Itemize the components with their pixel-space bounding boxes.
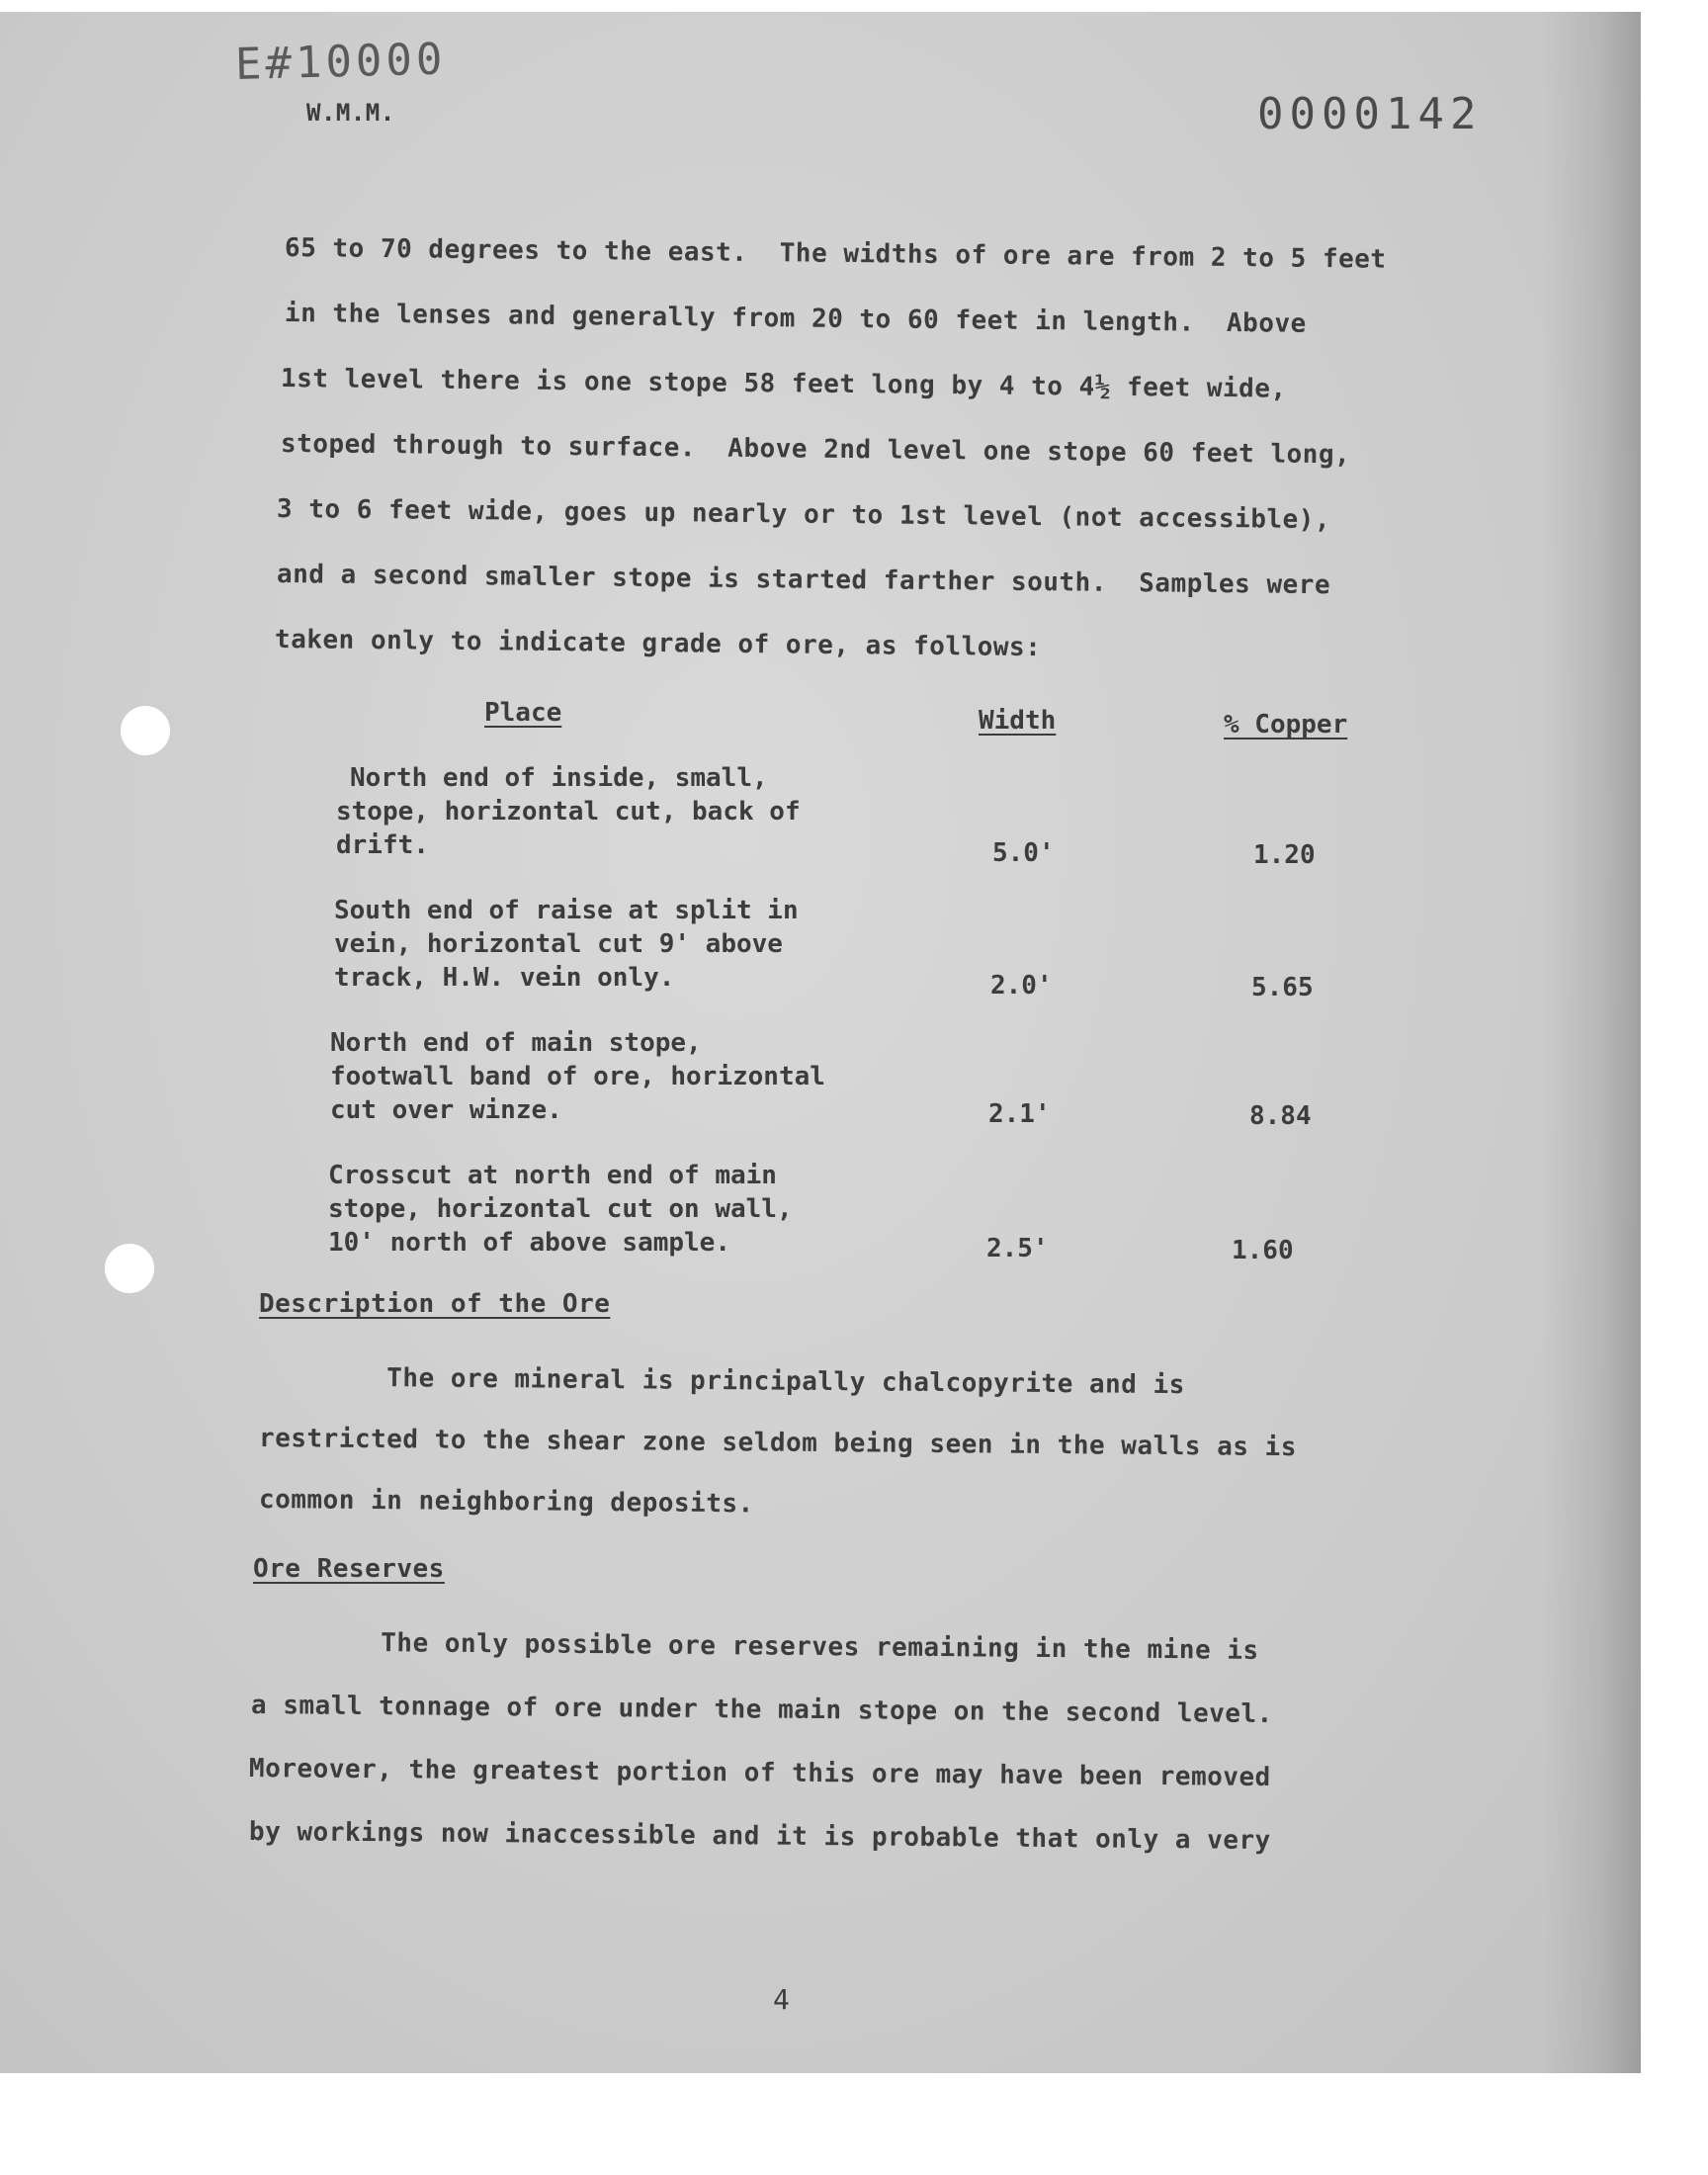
row-width: 2.0' [990, 971, 1053, 1000]
row-place-line: North end of inside, small, [350, 763, 768, 793]
row-place-line: 10' north of above sample. [328, 1228, 730, 1258]
handwritten-file-code: E#10000 [234, 34, 448, 90]
body-line: and a second smaller stope is started farther south. Samples were [276, 560, 1331, 601]
page-number: 4 [773, 1983, 791, 2016]
row-place-line: drift. [336, 830, 429, 860]
row-place-line: footwall band of ore, horizontal [330, 1062, 825, 1091]
body-line: common in neighboring deposits. [258, 1485, 754, 1520]
row-place-line: South end of raise at split in [334, 896, 799, 925]
body-line: taken only to indicate grade of ore, as follows: [274, 625, 1042, 663]
body-line: in the lenses and generally from 20 to 60 feet in length. Above [284, 299, 1307, 339]
row-width: 2.1' [988, 1099, 1051, 1129]
body-line: The only possible ore reserves remaining in the mine is [252, 1627, 1259, 1666]
body-line: 1st level there is one stope 58 feet long by 4 to 4½ feet wide, [280, 364, 1287, 404]
row-place-line: North end of main stope, [330, 1028, 702, 1058]
table-header-copper: % Copper [1224, 710, 1348, 740]
author-initials: W.M.M. [306, 99, 395, 127]
body-line: by workings now inaccessible and it is probable that only a very [248, 1817, 1271, 1857]
body-line: stoped through to surface. Above 2nd level one stope 60 feet long, [280, 429, 1351, 471]
scan-margin [0, 2073, 1708, 2175]
body-line: restricted to the shear zone seldom being seen in the walls as is [258, 1424, 1298, 1463]
row-width: 2.5' [986, 1234, 1049, 1263]
row-copper: 1.20 [1253, 840, 1316, 870]
row-place-line: Crosscut at north end of main [328, 1161, 777, 1190]
row-place-line: stope, horizontal cut, back of [336, 797, 801, 826]
body-line: 3 to 6 feet wide, goes up nearly or to 1st level (not accessible), [276, 494, 1331, 536]
table-header-width: Width [979, 706, 1057, 736]
row-place-line: stope, horizontal cut on wall, [328, 1194, 793, 1224]
section-heading-description: Description of the Ore [259, 1289, 611, 1319]
row-copper: 5.65 [1251, 973, 1314, 1002]
document-number: 0000142 [1257, 89, 1483, 139]
row-copper: 8.84 [1249, 1101, 1312, 1131]
row-copper: 1.60 [1232, 1236, 1294, 1265]
punch-hole [105, 1244, 154, 1293]
body-line: Moreover, the greatest portion of this ore may have been removed [248, 1754, 1271, 1793]
row-place-line: cut over winze. [330, 1095, 562, 1125]
body-line: a small tonnage of ore under the main stope on the second level. [250, 1691, 1273, 1730]
row-width: 5.0' [992, 838, 1055, 868]
punch-hole [121, 706, 170, 755]
body-line: The ore mineral is principally chalcopyrite and is [258, 1362, 1186, 1401]
paper-edge-shadow [1542, 12, 1641, 2073]
table-header-place: Place [484, 698, 562, 728]
body-line: 65 to 70 degrees to the east. The widths of ore are from 2 to 5 feet [284, 233, 1387, 275]
row-place-line: track, H.W. vein only. [334, 963, 675, 993]
row-place-line: vein, horizontal cut 9' above [334, 929, 783, 959]
section-heading-reserves: Ore Reserves [253, 1554, 445, 1584]
